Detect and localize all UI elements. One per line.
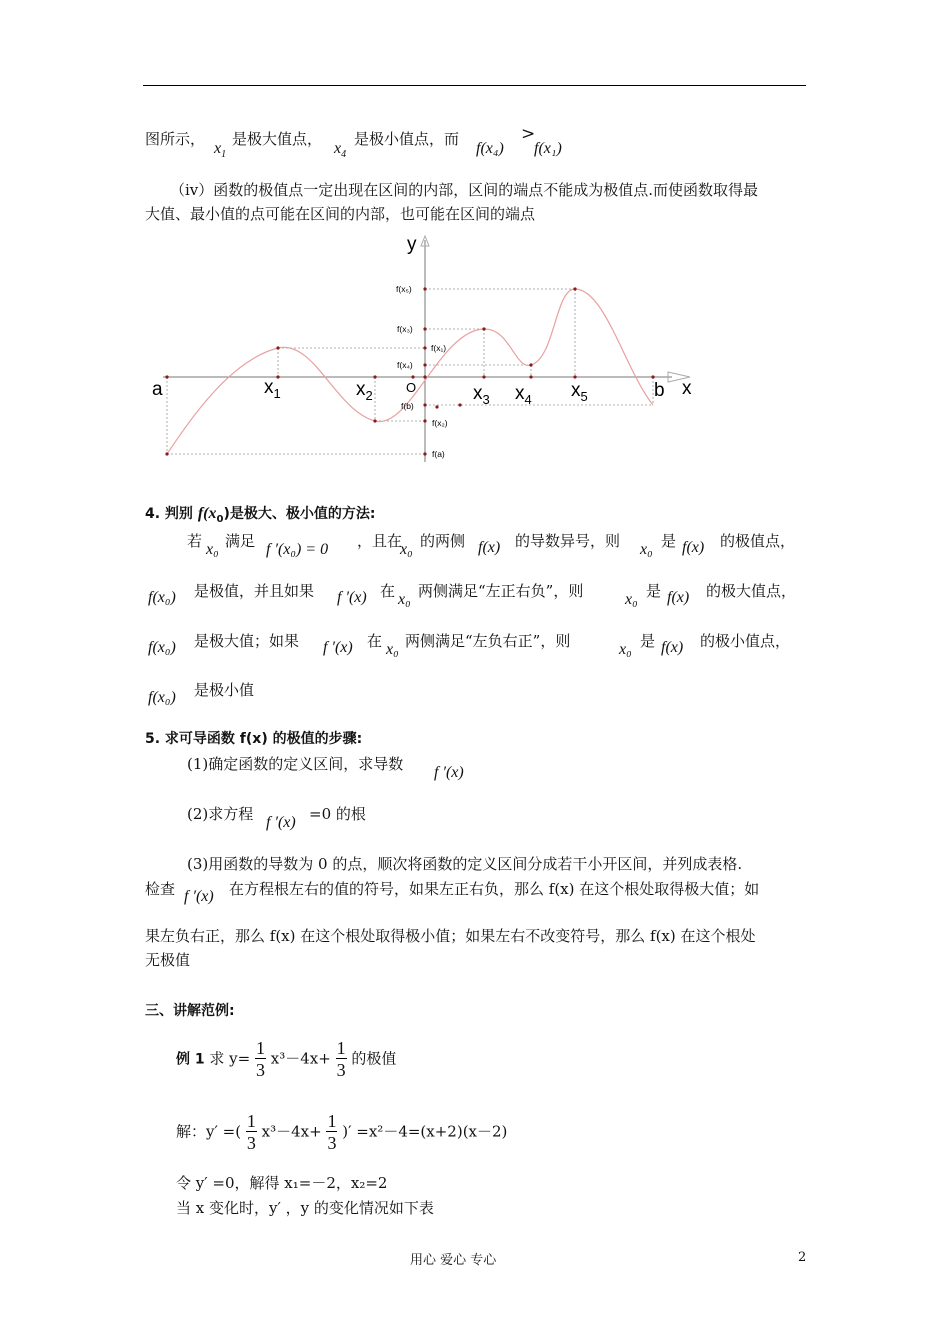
x3-label: $x_3$ [473, 383, 490, 407]
s4-line3-d: 是 [640, 632, 656, 650]
page-number: 2 [798, 1250, 807, 1265]
example1-label: 例 1 [176, 1051, 205, 1068]
section4-heading: 4. 判别 $f(x_0)$是极大、极小值的方法: [145, 505, 376, 525]
f-x3-label: f(x₃) [397, 324, 413, 334]
s5-step2-math: f ′(x) [266, 814, 296, 831]
s4-line4-fx0: f(x₀) [148, 689, 176, 706]
x1-label: $x_1$ [264, 377, 281, 401]
let-line: 令 y′ =0，解得 x₁=－2，x₂=2 [176, 1174, 388, 1192]
s4-line1-d: 的两侧 [420, 532, 466, 550]
s5-step1-math: f ′(x) [434, 764, 464, 781]
x4-label: $x_4$ [515, 383, 532, 407]
example1-frac1: $\frac{1}{3}$ [256, 1038, 265, 1080]
s4-line3-e: 的极小值点， [700, 632, 791, 650]
intro-fx1: f(x₁) [534, 140, 562, 157]
example1-line [176, 1038, 396, 1081]
s4-line4-a: 是极小值 [194, 681, 255, 699]
s4-line2-x0b: x₀ [625, 591, 638, 608]
intro-text-1: 图所示， [145, 130, 206, 148]
f-x4-label: f(x₄) [397, 360, 413, 370]
intro-x1: $x_1$ [214, 140, 227, 160]
a-label: a [152, 379, 163, 400]
f-x2-label: f(x₂) [432, 418, 448, 428]
b-label: b [654, 380, 665, 401]
s4-line2-x0: x₀ [398, 591, 411, 608]
s5-step3-line2-pre: 检查 [145, 880, 176, 898]
x-label: x [682, 378, 692, 399]
origin-label: O [406, 380, 417, 395]
solution-frac2: $\frac{1}{3}$ [327, 1111, 337, 1153]
s5-step3-line3: 果左负右正，那么 f(x) 在这个根处取得极小值；如果左右不改变符号，那么 f(x) 在这个根处 [145, 927, 756, 945]
s4-line2-fx: f(x) [667, 589, 690, 606]
f-a-label: f(a) [432, 449, 445, 459]
s4-line1-fprime: f ′(x₀) = 0 [266, 541, 329, 558]
s4-line3-fx0: f(x₀) [148, 639, 176, 656]
example1-pre: 求 y= [209, 1049, 251, 1068]
para-iv-line2: 大值、最小值的点可能在区间的内部，也可能在区间的端点 [145, 205, 536, 223]
s5-step1-text: (1)确定函数的定义区间，求导数 [187, 755, 404, 773]
intro-fx4: f(x₄) [476, 140, 504, 157]
extrema-graph [0, 0, 950, 480]
s4-line3-x0b: x₀ [619, 641, 632, 658]
section5-heading: 5. 求可导函数 f(x) 的极值的步骤: [145, 731, 363, 747]
s4-line1-x0c: x₀ [640, 541, 653, 558]
s4-line1-x0b: x₀ [400, 541, 413, 558]
x2-label: $x_2$ [356, 379, 373, 403]
s4-line1-a: 若 [187, 532, 203, 550]
s4-line1-fx: f(x) [478, 539, 501, 556]
s4-line3-a: 是极大值；如果 [194, 632, 300, 650]
section3-heading: 三、讲解范例: [145, 1003, 235, 1019]
s4-line1-e: 的导数异号，则 [515, 532, 621, 550]
intro-text-2: 是极大值点， [232, 130, 323, 148]
s4-line1-c: ，且在 [357, 532, 403, 550]
s4-line1-g: 的极值点， [720, 532, 796, 550]
intro-gt: > [521, 124, 536, 144]
s4-line2-d: 是 [646, 582, 662, 600]
when-line: 当 x 变化时，y′ ，y 的变化情况如下表 [176, 1199, 434, 1217]
s4-line2-fx0: f(x₀) [148, 589, 176, 606]
function-curve [167, 289, 653, 454]
solution-line: 解：y′ =( $\frac{1}{3}$ x³－4x+ $\frac{1}{3}$ )′ =x²－4=(x+2)(x－2) [176, 1111, 508, 1153]
x5-label: $x_5$ [571, 380, 588, 404]
s5-step3-line1: (3)用函数的导数为 0 的点，顺次将函数的定义区间分成若干小开区间，并列成表格. [187, 855, 743, 873]
f-b-label: f(b) [401, 401, 414, 411]
s4-line3-b: 在 [367, 632, 383, 650]
solution-frac1: $\frac{1}{3}$ [246, 1111, 256, 1153]
s4-line1-b: 满足 [225, 532, 256, 550]
example1-mid: x³－4x+ [270, 1049, 331, 1068]
s4-line1-fx2: f(x) [682, 539, 705, 556]
guide-lines [167, 289, 653, 454]
s5-step3-line4: 无极值 [145, 951, 191, 969]
s5-step2-post: =0 的根 [309, 805, 366, 823]
graph-points [165, 287, 654, 455]
s4-line2-fprime: f ′(x) [337, 589, 367, 606]
s4-line3-x0: x₀ [386, 641, 399, 658]
s4-line1-x0: x₀ [206, 541, 219, 558]
f-x5-label: f(x₅) [396, 284, 412, 294]
s4-line2-b: 在 [380, 582, 396, 600]
s4-line1-f: 是 [661, 532, 677, 550]
para-iv-line1: （iv）函数的极值点一定出现在区间的内部，区间的端点不能成为极值点.而使函数取得最 [170, 181, 759, 199]
footer-center: 用心 爱心 专心 [410, 1253, 497, 1268]
example1-frac2: $\frac{1}{3}$ [336, 1038, 346, 1080]
s4-line3-fx: f(x) [661, 639, 684, 656]
intro-x4: $x_4$ [334, 140, 347, 160]
intro-text-3: 是极小值点，而 [354, 130, 460, 148]
example1-post: 的极值 [351, 1049, 397, 1068]
s4-line3-c: 两侧满足“左负右正”，则 [405, 632, 571, 650]
s4-line2-c: 两侧满足“左正右负”，则 [418, 582, 584, 600]
s5-step3-line2-math: f ′(x) [184, 888, 214, 905]
s5-step2-text: (2)求方程 [187, 805, 254, 823]
s4-line3-fprime: f ′(x) [323, 639, 353, 656]
f-x1-label: f(x₁) [431, 343, 447, 353]
s4-line2-e: 的极大值点， [706, 582, 797, 600]
s4-line2-a: 是极值，并且如果 [194, 582, 315, 600]
y-label: y [407, 234, 417, 255]
s5-step3-line2-post: 在方程根左右的值的符号，如果左正右负，那么 f(x) 在这个根处取得极大值；如 [229, 880, 760, 898]
